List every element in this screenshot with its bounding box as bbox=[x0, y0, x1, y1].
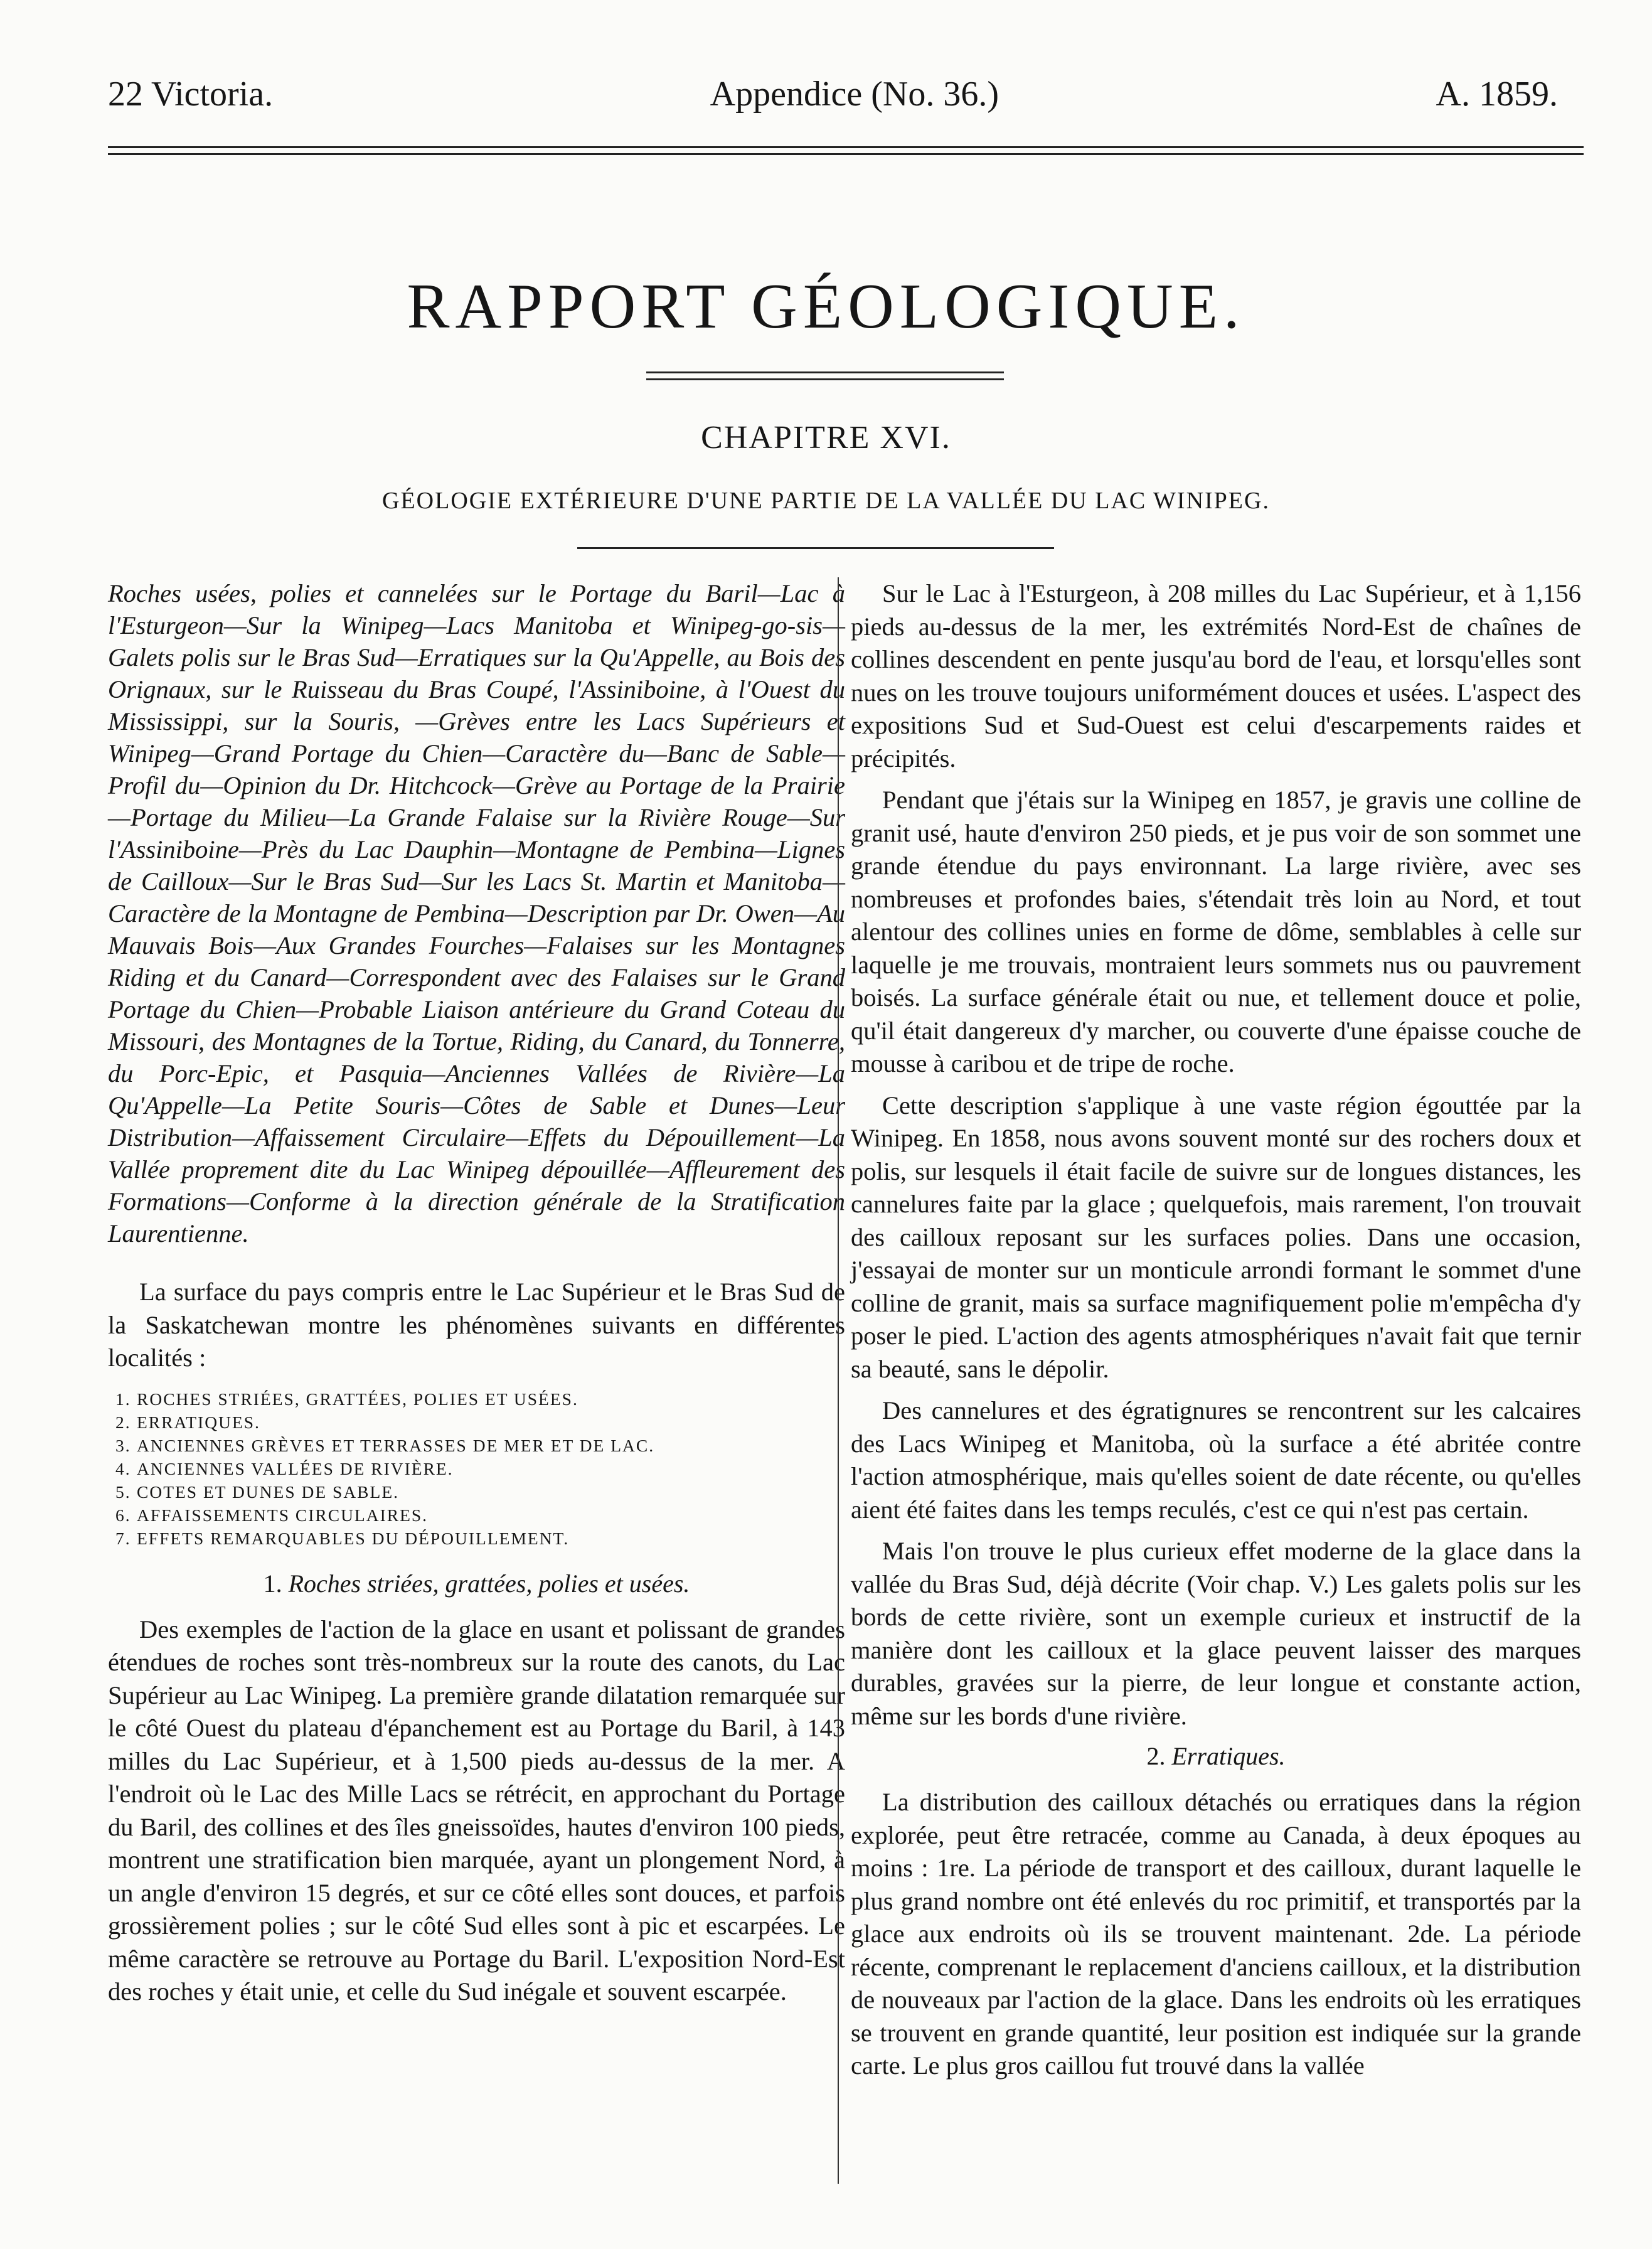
left-column bbox=[108, 577, 845, 2017]
chapter-heading: CHAPITRE XVI. bbox=[701, 420, 951, 456]
header-rule bbox=[108, 146, 1584, 148]
paragraph-cannelures: Des cannelures et des égratignures se rencontrent sur les calcaires des Lacs Winipeg et Manitoba, où la surface a été abritée contre l'action atmosphérique, mais qu'elles soient de date récente, ou qu'elles aient été faites dans les temps reculés, c'est ce qui n'est pas certain. bbox=[851, 1396, 1581, 1524]
subtitle-rule bbox=[577, 547, 1054, 549]
section-2-heading: 2. Erratiques. bbox=[1146, 1742, 1286, 1770]
running-header bbox=[108, 74, 1558, 114]
header-right: A. 1859. bbox=[1436, 75, 1558, 114]
paragraph-winipeg-1857: Pendant que j'étais sur la Winipeg en 1857, je gravis une colline de granit usé, haute d'environ 250 pieds, et je pus voir de son sommet une grande étendue du pays environnant. La large rivière, avec ses nombreuses et profondes baies, s'étendait très loin au Nord, et tout alentour des collines unies en forme de dôme, semblables à celle sur laquelle je me trouvais, montraient leurs sommets nus ou pauvrement boisés. La surface générale était ou nue, et tellement douce et polie, qu'il était dangereux d'y marcher, ou couverte d'une épaisse couche de mousse à caribou et de tripe de roche. bbox=[851, 786, 1581, 1077]
column-divider bbox=[838, 577, 839, 2184]
section-2-paragraph: La distribution des cailloux détachés ou erratiques dans la région explorée, peut être retracée, comme au Canada, à deux époques au moins : 1re. La période de transport et des cailloux, durant laquelle le plus grand nombre ont été enlevés du roc primitif, et transportés par la glace aux endroits où ils se trouvent maintenant. 2de. La période récente, comprenant le replacement d'anciens cailloux, et la distribution de nouveaux par l'action de la glace. Dans les endroits où les erratiques se trouvent en grande quantité, leur position est indiquée sur la grande carte. Le plus gros caillou fut trouvé dans la vallée bbox=[851, 1788, 1581, 2080]
topic-item: 5. COTES ET DUNES DE SABLE. bbox=[115, 1482, 399, 1502]
topic-item: 3. ANCIENNES GRÈVES ET TERRASSES DE MER ET DE LAC. bbox=[115, 1435, 655, 1455]
topic-item: 1. ROCHES STRIÉES, GRATTÉES, POLIES ET USÉES. bbox=[115, 1389, 578, 1409]
section-1-heading: 1. Roches striées, grattées, polies et usées. bbox=[263, 1569, 690, 1598]
intro-paragraph: La surface du pays compris entre le Lac Supérieur et le Bras Sud de la Saskatchewan montre les phénomènes suivants en différentes localités : bbox=[108, 1278, 845, 1372]
page-title: RAPPORT GÉOLOGIQUE. bbox=[407, 271, 1245, 342]
topic-item: 2. ERRATIQUES. bbox=[115, 1412, 260, 1432]
topic-item: 7. EFFETS REMARQUABLES DU DÉPOUILLEMENT. bbox=[115, 1528, 570, 1548]
title-rule bbox=[646, 371, 1004, 373]
right-column bbox=[851, 577, 1581, 2091]
chapter-subtitle: GÉOLOGIE EXTÉRIEURE D'UNE PARTIE DE LA VALLÉE DU LAC WINIPEG. bbox=[382, 488, 1270, 514]
paragraph-bras-sud: Mais l'on trouve le plus curieux effet moderne de la glace dans la vallée du Bras Sud, déjà décrite (Voir chap. V.) Les galets polis sur les bords de cette rivière, sont un exemple curieux et instructif de la manière dont les cailloux et la glace peuvent laisser des marques durables, gravées sur la pierre, de leur longue et constante action, même sur les bords d'une rivière. bbox=[851, 1537, 1581, 1730]
paragraph-description: Cette description s'applique à une vaste région égouttée par la Winipeg. En 1858, nous avons souvent monté sur des rochers doux et polis, sur lesquels il était facile de suivre sur de longues distances, les cannelures faite par la glace ; quelquefois, mais rarement, l'on trouvait des cailloux reposant sur les surfaces polies. Dans une occasion, j'essayai de monter sur un monticule arrondi formant le sommet d'une colline de granit, mais sa surface magnifiquement polie m'empêcha d'y poser le pied. L'action des agents atmosphériques n'avait fait que ternir sa beauté, sans le dépolir. bbox=[851, 1091, 1581, 1383]
topic-item: 6. AFFAISSEMENTS CIRCULAIRES. bbox=[115, 1505, 429, 1525]
topic-item: 4. ANCIENNES VALLÉES DE RIVIÈRE. bbox=[115, 1458, 454, 1478]
paragraph-lac-esturgeon: Sur le Lac à l'Esturgeon, à 208 milles du Lac Supérieur, et à 1,156 pieds au-dessus de la mer, les extrémités Nord-Est de chaînes de collines descendent en pente jusqu'au bord de l'eau, et lorsqu'elles sont nues on les trouve toujours uniformément douces et usées. L'aspect des expositions Sud et Sud-Ouest est celui d'escarpements raides et précipités. bbox=[851, 579, 1581, 772]
header-left: 22 Victoria. bbox=[108, 75, 274, 114]
chapter-summary: Roches usées, polies et cannelées sur le Portage du Baril—Lac à l'Esturgeon—Sur la Winipeg—Lacs Manitoba et Winipeg-go-sis—Galets polis sur le Bras Sud—Erratiques sur la Qu'Appelle, au Bois des Orignaux, sur le Ruisseau du Bras Coupé, l'Assiniboine, à l'Ouest du Mississippi, sur la Souris, —Grèves entre les Lacs Supérieurs et Winipeg—Grand Portage du Chien—Caractère du—Banc de Sable—Profil du—Opinion du Dr. Hitchcock—Grève au Portage de la Prairie —Portage du Milieu—La Grande Falaise sur la Rivière Rouge—Sur l'Assiniboine—Près du Lac Dauphin—Montagne de Pembina—Lignes de Cailloux—Sur le Bras Sud—Sur les Lacs St. Martin et Manitoba—Caractère de la Montagne de Pembina—Description par Dr. Owen—Au Mauvais Bois—Aux Grandes Fourches—Falaises sur les Montagnes Riding et du Canard—Correspondent avec des Falaises sur le Grand Portage du Chien—Probable Liaison antérieure du Grand Coteau du Missouri, des Montagnes de la Tortue, Riding, du Canard, du Tonnerre, du Porc-Epic, et Pasquia—Anciennes Vallées de Rivière—La Qu'Appelle—La Petite Souris—Côtes de Sable et Dunes—Leur Distribution—Affaissement Circulaire—Effets du Dépouillement—La Vallée proprement dite du Lac Winipeg dépouillée—Affleurement des Formations—Conforme à la direction générale de la Stratification Laurentienne. bbox=[108, 579, 845, 1247]
header-center: Appendice (No. 36.) bbox=[710, 75, 999, 114]
section-1-paragraph: Des exemples de l'action de la glace en usant et polissant de grandes étendues de roches sont très-nombreux sur la route des canots, du Lac Supérieur au Lac Winipeg. La première grande dilatation remarquée sur le côté Ouest du plateau d'épanchement est au Portage du Baril, à 143 milles du Lac Supérieur, et à 1,500 pieds au-dessus de la mer. A l'endroit où le Lac des Mille Lacs se rétrécit, en approchant du Portage du Baril, des collines et des îles gneissoïdes, hautes d'environ 100 pieds, montrent une stratification bien marquée, ayant un plongement Nord, à un angle d'environ 15 degrés, et sur ce côté elles sont douces, et parfois grossièrement polies ; sur le côté Sud elles sont à pic et escarpées. Le même caractère se retrouve au Portage du Baril. L'exposition Nord-Est des roches y était unie, et celle du Sud inégale et souvent escarpée. bbox=[108, 1615, 845, 2006]
topic-list bbox=[115, 1387, 845, 1550]
